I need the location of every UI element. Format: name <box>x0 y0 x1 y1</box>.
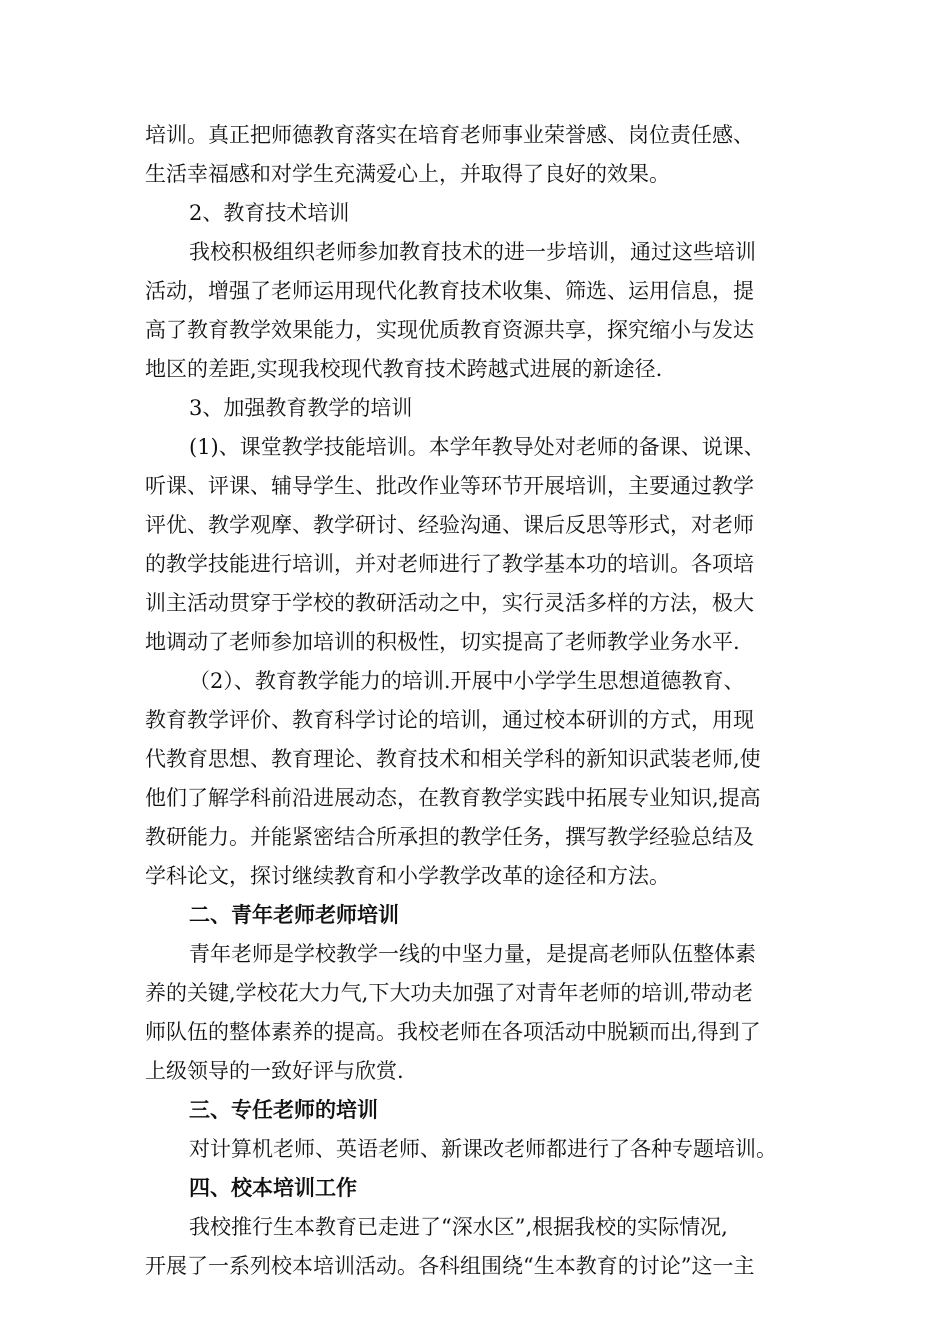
text-line: 活动，增强了老师运用现代化教育技术收集、筛选、运用信息，提 <box>145 279 754 303</box>
text-line: 生活幸福感和对学生充满爱心上，并取得了良好的效果。 <box>145 162 670 186</box>
text-line: 学科论文，探讨继续教育和小学教学改革的途径和方法。 <box>145 864 670 888</box>
text-line: 对计算机老师、英语老师、新课改老师都进行了各种专题培训。 <box>189 1137 777 1161</box>
text-line: 教育教学评价、教育科学讨论的培训，通过校本研训的方式，用现 <box>145 708 754 732</box>
text-line: 教研能力。并能紧密结合所承担的教学任务，撰写教学经验总结及 <box>145 825 754 849</box>
text-line: 听课、评课、辅导学生、批改作业等环节开展培训，主要通过教学 <box>145 474 754 498</box>
text-line: 开展了一系列校本培训活动。各科组围绕“生本教育的讨论”这一主 <box>145 1254 755 1278</box>
text-line: 地调动了老师参加培训的积极性，切实提高了老师教学业务水平. <box>145 630 740 654</box>
section-heading: 二、青年老师老师培训 <box>189 902 399 927</box>
text-line: 培训。真正把师德教育落实在培育老师事业荣誉感、岗位责任感、 <box>145 123 754 147</box>
text-line: 评优、教学观摩、教学研讨、经验沟通、课后反思等形式，对老师 <box>145 513 754 537</box>
text-line: 他们了解学科前沿进展动态，在教育教学实践中拓展专业知识,提高 <box>145 786 761 810</box>
text-line: 我校推行生本教育已走进了“深水区”,根据我校的实际情况, <box>189 1215 728 1239</box>
text-line: 地区的差距,实现我校现代教育技术跨越式进展的新途径. <box>145 357 663 381</box>
text-line: 高了教育教学效果能力，实现优质教育资源共享，探究缩小与发达 <box>145 318 754 342</box>
text-line: 我校积极组织老师参加教育技术的进一步培训，通过这些培训 <box>189 240 756 264</box>
text-line: 代教育思想、教育理论、教育技术和相关学科的新知识武装老师,使 <box>145 747 761 771</box>
text-line: 养的关键,学校花大力气,下大功夫加强了对青年老师的培训,带动老 <box>145 981 754 1005</box>
text-line: 的教学技能进行培训，并对老师进行了教学基本功的培训。各项培 <box>145 552 754 576</box>
text-line: 上级领导的一致好评与欣赏. <box>145 1059 404 1083</box>
section-heading: 四、校本培训工作 <box>189 1175 357 1200</box>
text-line: （2）、教育教学能力的培训.开展中小学学生思想道德教育、 <box>189 669 745 693</box>
section-heading: 2、教育技术培训 <box>189 201 350 225</box>
section-heading: 三、专任老师的培训 <box>189 1097 378 1122</box>
text-line: 训主活动贯穿于学校的教研活动之中，实行灵活多样的方法，极大 <box>145 591 754 615</box>
text-line: 青年老师是学校教学一线的中坚力量，是提高老师队伍整体素 <box>189 942 756 966</box>
text-line: 师队伍的整体素养的提高。我校老师在各项活动中脱颖而出,得到了 <box>145 1020 761 1044</box>
text-line: (1)、课堂教学技能培训。本学年教导处对老师的备课、说课、 <box>189 435 765 459</box>
section-heading: 3、加强教育教学的培训 <box>189 396 413 420</box>
